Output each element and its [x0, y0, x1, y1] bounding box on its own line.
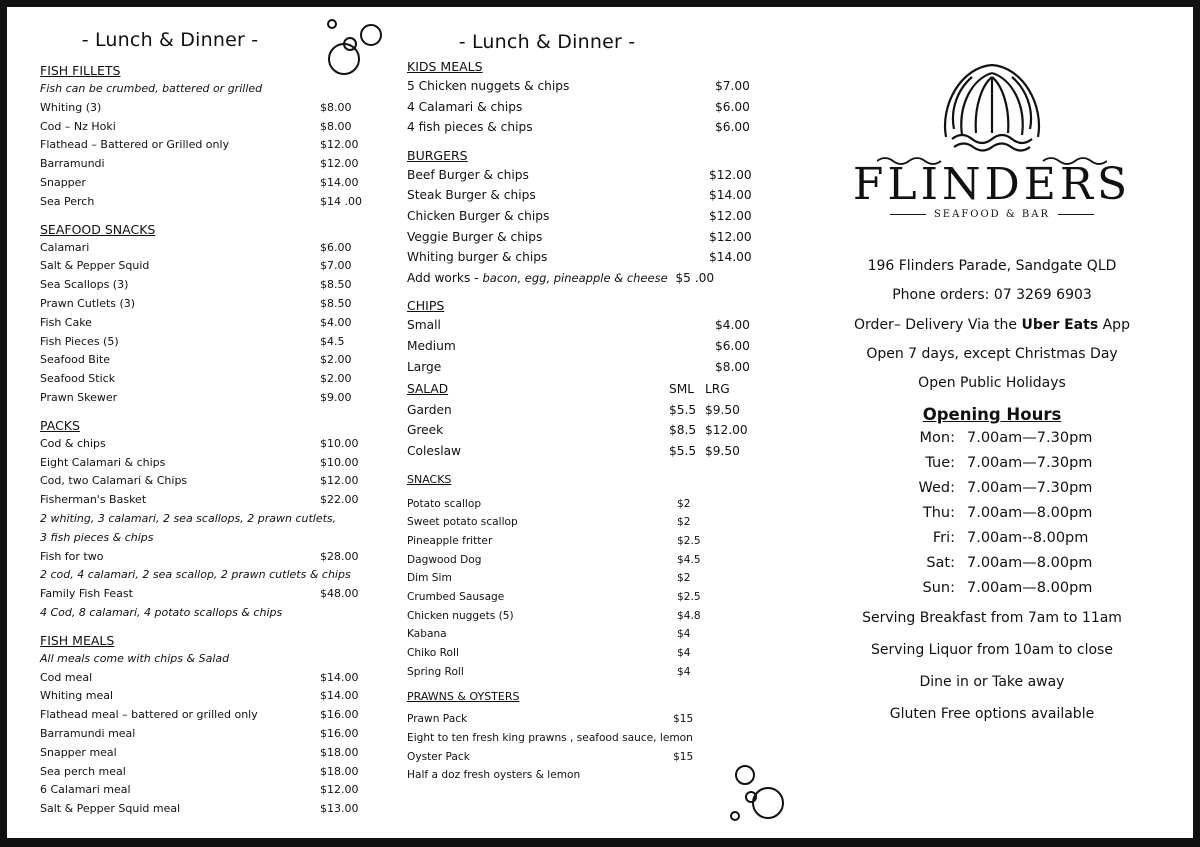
brand-tagline: SEAFOOD & BAR — [837, 209, 1147, 220]
info-column — [837, 7, 1147, 722]
menu-item: Prawn Skewer $9.00 — [40, 390, 352, 404]
menu-item: Whiting meal $14.00 — [40, 689, 359, 703]
item-description: Eight to ten fresh king prawns , seafood sauce, lemon — [407, 732, 693, 745]
menu-item: Sweet potato scallop $2 — [407, 516, 691, 529]
breakfast-text: Serving Breakfast from 7am to 11am — [862, 610, 1122, 626]
add-works-row: Add works - bacon, egg, pineapple & cheese $5 .00 — [407, 270, 715, 285]
item-description: Half a doz fresh oysters & lemon — [407, 769, 581, 782]
menu-item: Coleslaw $5.5 $9.50 — [407, 443, 740, 458]
item-description: 2 whiting, 3 calamari, 2 sea scallops, 2 prawn cutlets, — [40, 511, 337, 525]
menu-item: Cod, two Calamari & Chips $12.00 — [40, 474, 359, 488]
menu-item: Snapper meal $18.00 — [40, 745, 359, 759]
fish-fillets-note: Fish can be crumbed, battered or grilled — [40, 82, 263, 95]
menu-item: Fisherman's Basket $22.00 — [40, 493, 359, 507]
dine-text: Dine in or Take away — [919, 674, 1065, 690]
hours-row: Fri: 7.00am--8.00pm — [932, 530, 1089, 546]
hours-row: Wed: 7.00am—7.30pm — [918, 480, 1093, 496]
menu-item: Calamari $6.00 — [40, 240, 352, 254]
menu-item: Spring Roll $4 — [407, 665, 691, 678]
menu-item: Chicken nuggets (5) $4.8 — [407, 609, 701, 622]
hours-row: Sat: 7.00am—8.00pm — [926, 555, 1093, 571]
order-delivery: Order– Delivery Via the Uber Eats App — [854, 317, 1130, 333]
menu-item: 6 Calamari meal $12.00 — [40, 783, 359, 797]
menu-item: Dim Sim $2 — [407, 572, 691, 585]
menu-item: 4 fish pieces & chips $6.00 — [407, 120, 750, 135]
menu-item: Large $8.00 — [407, 359, 750, 374]
item-description: 2 cod, 4 calamari, 2 sea scallop, 2 prawn cutlets & chips — [40, 568, 351, 582]
bubble-decoration — [745, 791, 757, 803]
menu-item: Fish Cake $4.00 — [40, 315, 352, 329]
section-heading: - Lunch & Dinner - — [458, 31, 636, 53]
menu-item: Flathead meal – battered or grilled only $16.00 — [40, 708, 359, 722]
burgers-title: BURGERS — [407, 147, 468, 163]
menu-item: Sea perch meal $18.00 — [40, 764, 359, 778]
kids-meals-title: KIDS MEALS — [407, 59, 483, 74]
bubble-decoration — [327, 19, 337, 29]
menu-item: Greek $8.5 $12.00 — [407, 423, 748, 438]
menu-item: Pineapple fritter $2.5 — [407, 534, 701, 547]
hours-row: Mon: 7.00am—7.30pm — [919, 430, 1093, 446]
menu-item: Salt & Pepper Squid meal $13.00 — [40, 802, 359, 816]
fish-meals-note: All meals come with chips & Salad — [40, 651, 230, 665]
menu-item: Barramundi $12.00 — [40, 157, 359, 171]
menu-item: Chiko Roll $4 — [407, 647, 691, 659]
menu-item: Beef Burger & chips $12.00 — [407, 167, 752, 182]
menu-item: Crumbed Sausage $2.5 — [407, 590, 701, 603]
hours-row: Thu: 7.00am—8.00pm — [922, 505, 1093, 521]
bubble-decoration — [730, 811, 740, 821]
menu-item: Cod & chips $10.00 — [40, 436, 359, 450]
menu-item: Eight Calamari & chips $10.00 — [40, 455, 359, 469]
menu-item: Snapper $14.00 — [40, 175, 359, 189]
address-text: 196 Flinders Parade, Sandgate QLD — [867, 258, 1117, 274]
item-description: 4 Cod, 8 calamari, 4 potato scallops & chips — [40, 605, 283, 619]
menu-item: Steak Burger & chips $14.00 — [407, 188, 752, 203]
open-days: Open 7 days, except Christmas Day — [866, 346, 1118, 362]
menu-item: Dagwood Dog $4.5 — [407, 553, 701, 566]
menu-item: Family Fish Feast $48.00 — [40, 587, 359, 601]
menu-item: Veggie Burger & chips $12.00 — [407, 229, 752, 244]
bubble-decoration — [328, 43, 360, 75]
menu-item: Garden $5.5 $9.50 — [407, 402, 740, 417]
menu-item: Sea Scallops (3) $8.50 — [40, 278, 352, 292]
menu-item: Seafood Bite $2.00 — [40, 353, 352, 367]
menu-item: Oyster Pack $15 — [407, 750, 694, 763]
item-description: 3 fish pieces & chips — [40, 530, 154, 544]
menu-item: Potato scallop $2 — [407, 497, 691, 510]
menu-item: Medium $6.00 — [407, 338, 750, 353]
scallop-shell-icon — [932, 59, 1052, 155]
menu-column-left — [40, 7, 360, 819]
brand-logo — [837, 59, 1147, 220]
menu-item: Small $4.00 — [407, 318, 750, 333]
menu-item: Whiting burger & chips $14.00 — [407, 250, 752, 265]
gluten-free-text: Gluten Free options available — [889, 706, 1095, 722]
opening-hours-list — [837, 426, 1147, 601]
chips-title: CHIPS — [407, 298, 445, 314]
bubble-decoration — [735, 765, 755, 785]
opening-hours-title: Opening Hours — [922, 405, 1062, 424]
menu-item: Kabana $4 — [407, 628, 691, 641]
liquor-text: Serving Liquor from 10am to close — [871, 642, 1113, 658]
seafood-snacks-title: SEAFOOD SNACKS — [40, 221, 156, 237]
menu-item: Fish for two $28.00 — [40, 549, 359, 563]
menu-item: Sea Perch $14 .00 — [40, 194, 362, 208]
hours-row: Sun: 7.00am—8.00pm — [922, 580, 1093, 596]
section-heading: - Lunch & Dinner - — [81, 29, 259, 51]
menu-column-middle — [407, 7, 787, 785]
bubble-decoration — [752, 787, 784, 819]
phone-orders: Phone orders: 07 3269 6903 — [892, 287, 1092, 303]
menu-item: Seafood Stick $2.00 — [40, 372, 352, 386]
menu-item: Flathead – Battered or Grilled only $12.00 — [40, 138, 359, 152]
fish-meals-title: FISH MEALS — [40, 632, 115, 648]
bubble-decoration — [360, 24, 382, 46]
menu-item: Prawn Cutlets (3) $8.50 — [40, 296, 352, 310]
menu-item: Barramundi meal $16.00 — [40, 726, 359, 740]
salad-header: SALAD SML LRG — [407, 382, 730, 397]
menu-item: Fish Pieces (5) $4.5 — [40, 334, 345, 348]
menu-item: Cod – Nz Hoki $8.00 — [40, 119, 352, 133]
menu-item: 4 Calamari & chips $6.00 — [407, 99, 750, 114]
packs-title: PACKS — [40, 417, 80, 433]
prawns-oysters-title: PRAWNS & OYSTERS — [407, 690, 520, 704]
menu-item: Salt & Pepper Squid $7.00 — [40, 259, 352, 273]
menu-item: Prawn Pack $15 — [407, 713, 694, 726]
menu-item: 5 Chicken nuggets & chips $7.00 — [407, 79, 750, 93]
menu-item: Cod meal $14.00 — [40, 670, 359, 684]
brand-name: FLINDERS — [852, 159, 1132, 210]
hours-row: Tue: 7.00am—7.30pm — [925, 455, 1093, 471]
menu-item: Chicken Burger & chips $12.00 — [407, 208, 752, 223]
snacks-title: SNACKS — [407, 472, 452, 486]
menu-item: Whiting (3) $8.00 — [40, 100, 352, 114]
open-holidays: Open Public Holidays — [918, 375, 1066, 391]
fish-fillets-title: FISH FILLETS — [40, 63, 121, 78]
